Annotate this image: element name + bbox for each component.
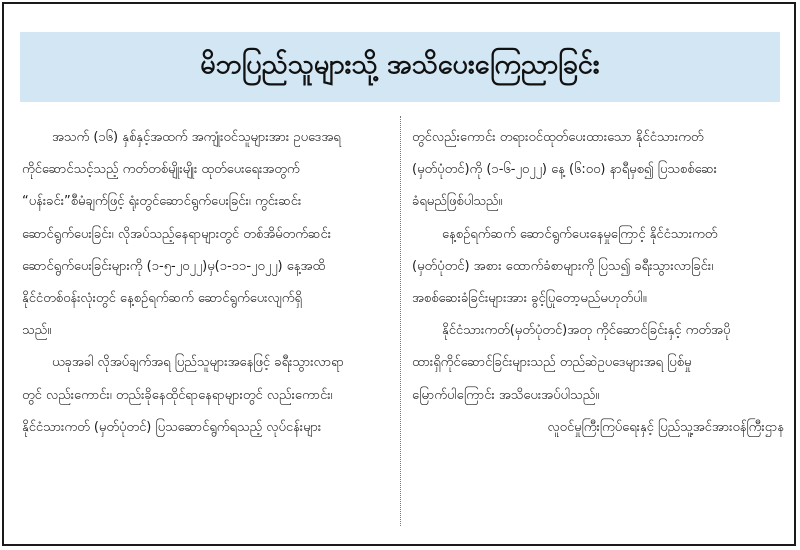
paragraph-line: တွင်လည်းကောင်း တရားဝင်ထုတ်ပေးထားသော နိုင်ငံသားကတ် <box>412 130 704 145</box>
paragraph-line: နိုင်ငံသားကတ်(မှတ်ပုံတင်)အတု ကိုင်ဆောင်ခြင်းနှင့် ကတ်အပို <box>442 323 731 339</box>
notice-frame <box>2 2 796 546</box>
paragraph-line: “ပန်းခင်း”စီမံချက်ဖြင့် ရုံးတွင်ဆောင်ရွက်ပေးခြင်း၊ ကွင်းဆင်း <box>22 194 302 210</box>
paragraph-line: နိုင်ငံတစ်ဝန်းလုံးတွင် နေ့စဉ်ရက်ဆက် ဆောင်ရွက်ပေးလျက်ရှိ <box>22 290 302 306</box>
paragraph-line: အစစ်ဆေးခံခြင်းများအား ခွင့်ပြုတော့မည်မဟုတ်ပါ။ <box>412 290 647 306</box>
paragraph-line: (မှတ်ပုံတင်)ကို (၁-၆-၂၀၂၂) နေ့ (၆:၀၀) နာရီမှစ၍ ပြသစစ်ဆေး <box>412 162 717 178</box>
paragraph-line: နိုင်ငံသားကတ် (မှတ်ပုံတင်) ပြသဆောင်ရွက်ရသည့် လုပ်ငန်းများ <box>22 419 322 435</box>
paragraph-line: မြောက်ပါကြောင်း အသိပေးအပ်ပါသည်။ <box>412 387 600 403</box>
paragraph-line: ယခုအခါ လိုအပ်ချက်အရ ပြည်သူများအနေဖြင့် ခရီးသွားလာရာ <box>52 355 344 371</box>
paragraph-line: အသက် (၁၆) နှစ်နှင့်အထက် အကျုံးဝင်သူများအား ဥပဒေအရ <box>52 130 341 145</box>
issuing-ministry: လူဝင်မှုကြီးကြပ်ရေးနှင့် ပြည်သူ့အင်အားဝန်ကြီးဌာန <box>547 419 784 435</box>
left-column <box>22 122 394 444</box>
paragraph-line: ကိုင်ဆောင်သင့်သည့် ကတ်တစ်မျိုးမျိုး ထုတ်ပေးရေးအတွက် <box>22 162 300 178</box>
title-band <box>20 32 780 102</box>
notice-title: မိဘပြည်သူများသို့ အသိပေးကြေညာခြင်း <box>200 49 600 80</box>
paragraph-line: (မှတ်ပုံတင်) အစား ထောက်ခံစာများကို ပြသ၍ ခရီးသွားလာခြင်း၊ <box>412 258 714 274</box>
paragraph-line: နေ့စဉ်ရက်ဆက် ဆောင်ရွက်ပေးနေမှုကြောင့် နိုင်ငံသားကတ် <box>442 226 718 242</box>
paragraph-line: ခံရမည်ဖြစ်ပါသည်။ <box>412 194 503 210</box>
paragraph-line: ထားရှိကိုင်ဆောင်ခြင်းများသည် တည်ဆဲဥပဒေများအရ ပြစ်မှု <box>412 355 692 371</box>
right-column <box>412 122 784 444</box>
paragraph-line: သည်။ <box>22 323 52 339</box>
paragraph-line: ဆောင်ရွက်ပေးခြင်း၊ လိုအပ်သည့်နေရာများတွင် တစ်အိမ်တက်ဆင်း <box>22 226 332 242</box>
column-divider <box>400 116 402 526</box>
paragraph-line: တွင် လည်းကောင်း၊ တည်းခိုနေထိုင်ရာနေရာများတွင် လည်းကောင်း၊ <box>22 387 333 403</box>
paragraph-line: ဆောင်ရွက်ပေးခြင်းများကို (၁-၅-၂၀၂၂)မှ(၁-၁၁-၂၀၂၂) နေ့အထိ <box>22 258 326 274</box>
